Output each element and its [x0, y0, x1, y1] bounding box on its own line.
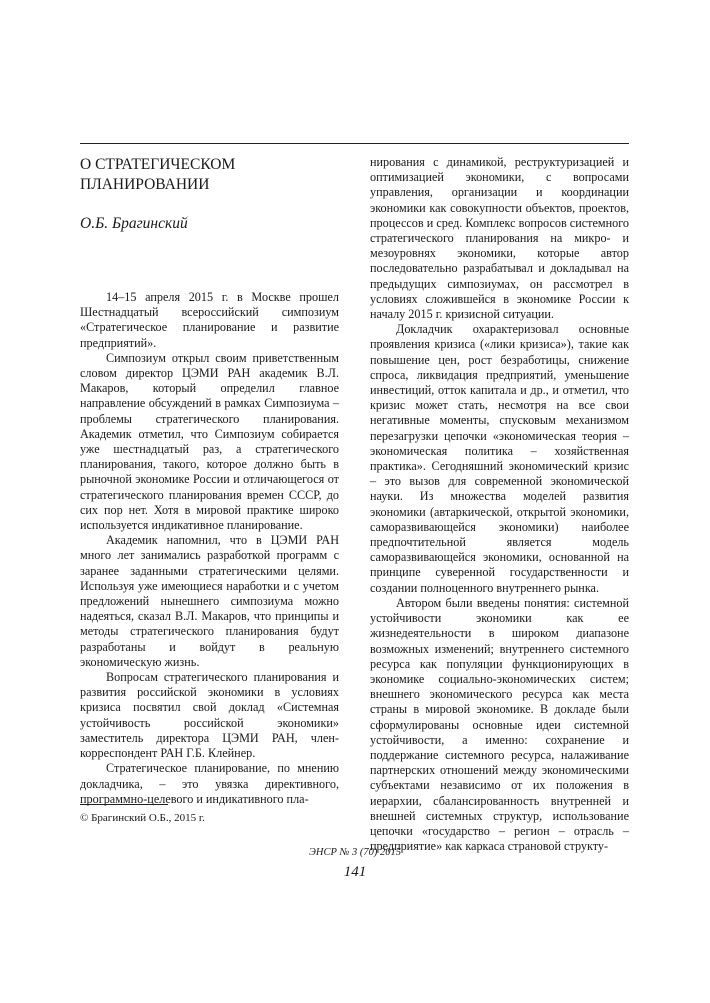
- article-author: О.Б. Брагинский: [80, 215, 188, 232]
- right-column: [370, 155, 629, 854]
- page-number: 141: [343, 864, 367, 880]
- paragraph: Докладчик охарактеризовал основные проявления кризиса («лики кризиса»), такие как повышение цен, рост безработицы, снижение спроса, ликвидация предприятий, уменьшение инвестиций, отток капитала и др., и отметил, что кризис может стать, несмотря на все свои негативные моменты, спусковым механизмом перезагрузки цепочки «экономическая теория – экономическая политика – хозяйственная практика». Сегодняшний экономический кризис – это вызов для современной экономической науки. Из множества моделей развития экономики (автаркической, открытой экономики, саморазвивающейся экономики) наиболее предпочтительной является модель саморазвивающейся экономики, основанной на принципе суверенной государственности и создании полноценного внутреннего рынка.: [370, 322, 629, 595]
- paragraph: Автором были введены понятия: системной устойчивости экономики как ее жизнедеятельности в широком диапазоне возможных изменений; внутреннего системного ресурса как популяции функционирующих в экономике социально-экономических систем; внешнего экономического ресурса как места страны в мировой экономике. В докладе были сформулированы основные идеи системной устойчивости, а именно: сохранение и поддержание системного ресурса, налаживание партнерских отношений между экономическими субъектами независимо от их положения в иерархии, сбалансированность внутренней и внешней системных структур, использование цепочки «государство – регион – отрасль – предприятие» как каркаса страновой структу-: [370, 595, 629, 854]
- copyright-footnote: © Брагинский О.Б., 2015 г.: [80, 812, 205, 824]
- paragraph: 14–15 апреля 2015 г. в Москве прошел Шестнадцатый всероссийский симпозиум «Стратегическое планирование и развитие предприятий».: [80, 290, 339, 350]
- paragraph: нирования с динамикой, реструктуризацией и оптимизацией экономики, с вопросами управления, организации и координации экономики как совокупности объектов, проектов, процессов и сред. Комплекс вопросов системного стратегического планирования на микро- и мезоуровнях экономики, которые автор последовательно разрабатывал и докладывал на предыдущих симпозиумах, он рассмотрел в условиях сложившейся в экономике России к началу 2015 г. кризисной ситуации.: [370, 155, 629, 322]
- left-column: [80, 290, 339, 807]
- paragraph: Вопросам стратегического планирования и развития российской экономики в условиях кризиса посвятил свой доклад «Системная устойчивость российской экономики» заместитель директора ЦЭМИ РАН, член-корреспондент РАН Г.Б. Клейнер.: [80, 670, 339, 761]
- footnote-rule: [80, 804, 168, 805]
- journal-info: ЭНСР № 3 (70) 2015: [308, 847, 402, 858]
- paragraph: Симпозиум открыл своим приветственным словом директор ЦЭМИ РАН академик В.Л. Макаров, который определил главное направление обсуждений в рамках Симпозиума – проблемы стратегического планирования. Академик отметил, что Симпозиум собирается уже шестнадцатый раз, а стратегического планирования, такого, которое должно быть в рыночной экономике России и отличающегося от стратегического планирования времен СССР, до сих пор нет. Хотя в мировой практике широко используется индикативное планирование.: [80, 350, 339, 533]
- article-title: О СТРАТЕГИЧЕСКОМ ПЛАНИРОВАНИИ: [80, 156, 236, 193]
- top-rule: [80, 143, 629, 144]
- paragraph: Стратегическое планирование, по мнению докладчика, – это увязка директивного, программно-целевого и индикативного пла-: [80, 761, 339, 806]
- paragraph: Академик напомнил, что в ЦЭМИ РАН много лет занимались разработкой программ с заранее заданными стратегическими целями. Используя уже имеющиеся наработки и с учетом предложений нынешнего симпозиума можно надеяться, сказал В.Л. Макаров, что принципы и методы стратегического планирования будут разработаны и войдут в реальную экономическую жизнь.: [80, 533, 339, 669]
